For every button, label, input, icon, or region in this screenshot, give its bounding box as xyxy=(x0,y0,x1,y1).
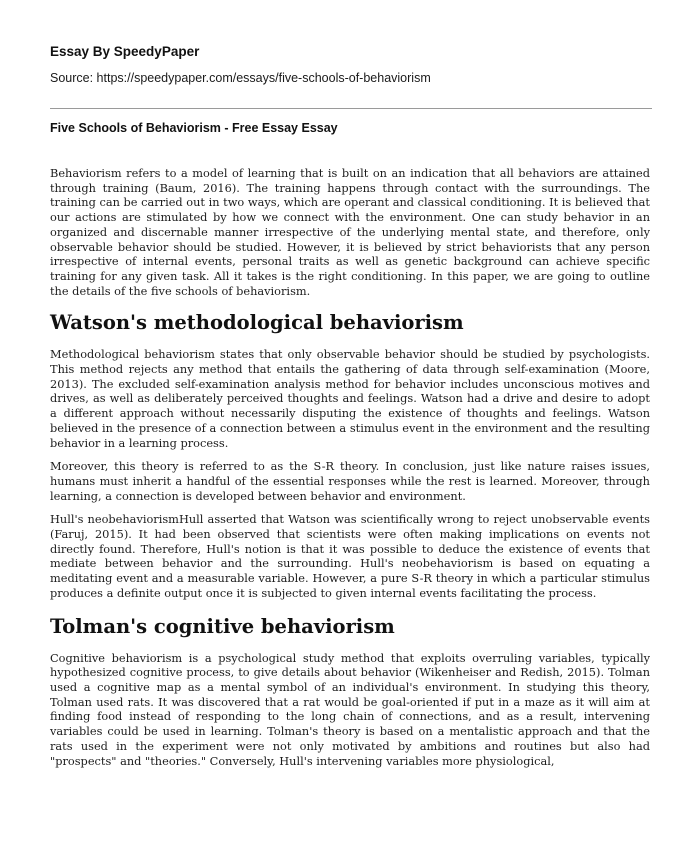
body-paragraph: Cognitive behaviorism is a psychological study method that exploits overruling variables, typically hypothesized cognitive process, to give details about behavior (Wikenheiser and Redish, 2015). Tolman used a cognitive map as a mental symbol of an individual's environment. In studying this theory, Tolman used rats. It was discovered that a rat would be goal-oriented if put in a maze as it will aim at finding food instead of responding to the long chain of connections, and as a result, intervening variables could be used in learning. Tolman's theory is based on a mentalistic approach and that the rats used in the experiment were not only motivated by ambitions and routines but also had "prospects" and "theories." Conversely, Hull's intervening variables more physiological, xyxy=(50,650,650,768)
document-source-line: Source: https://speedypaper.com/essays/five-schools-of-behaviorism xyxy=(50,71,431,85)
essay-body xyxy=(50,166,650,777)
intro-paragraph: Behaviorism refers to a model of learning that is built on an indication that all behaviors are attained through training (Baum, 2016). The training happens through contact with the surroundings. The training can be carried out in two ways, which are operant and classical conditioning. It is believed that our actions are stimulated by how we connect with the environment. One can study behavior in an organized and discernable manner irrespective of the underlying mental state, and therefore, only observable behavior should be studied. However, it is believed by strict behaviorists that any person irrespective of internal events, personal traits as well as genetic background can achieve specific training for any given task. All it takes is the right conditioning. In this paper, we are going to outline the details of the five schools of behaviorism. xyxy=(50,166,650,298)
body-paragraph: Hull's neobehaviorismHull asserted that Watson was scientifically wrong to reject unobservable events (Faruj, 2015). It had been observed that scientists were often making implications on events not directly found. Therefore, Hull's notion is that it was possible to deduce the existence of events that mediate between behavior and the surrounding. Hull's neobehaviorism is based on equating a meditating event and a measurable variable. However, a pure S-R theory in which a particular stimulus produces a definite output once it is subjected to given internal events facilitating the process. xyxy=(50,512,650,600)
essay-title: Five Schools of Behaviorism - Free Essay Essay xyxy=(50,121,338,135)
body-paragraph: Methodological behaviorism states that only observable behavior should be studied by psychologists. This method rejects any method that entails the gathering of data through self-examination (Moore, 2013). The excluded self-examination analysis method for behavior includes unconscious motives and drives, as well as deliberately perceived thoughts and feelings. Watson had a drive and desire to adopt a different approach without necessarily disputing the existence of thoughts and feelings. Watson believed in the presence of a connection between a stimulus event in the environment and the resulting behavior in a learning process. xyxy=(50,347,650,450)
section-heading: Watson's methodological behaviorism xyxy=(50,311,464,335)
body-paragraph: Moreover, this theory is referred to as the S-R theory. In conclusion, just like nature raises issues, humans must inherit a handful of the essential responses while the rest is learned. Moreover, through learning, a connection is developed between behavior and environment. xyxy=(50,459,650,503)
document-header-title: Essay By SpeedyPaper xyxy=(50,44,200,59)
header-divider xyxy=(50,108,652,109)
section-heading: Tolman's cognitive behaviorism xyxy=(50,614,395,638)
